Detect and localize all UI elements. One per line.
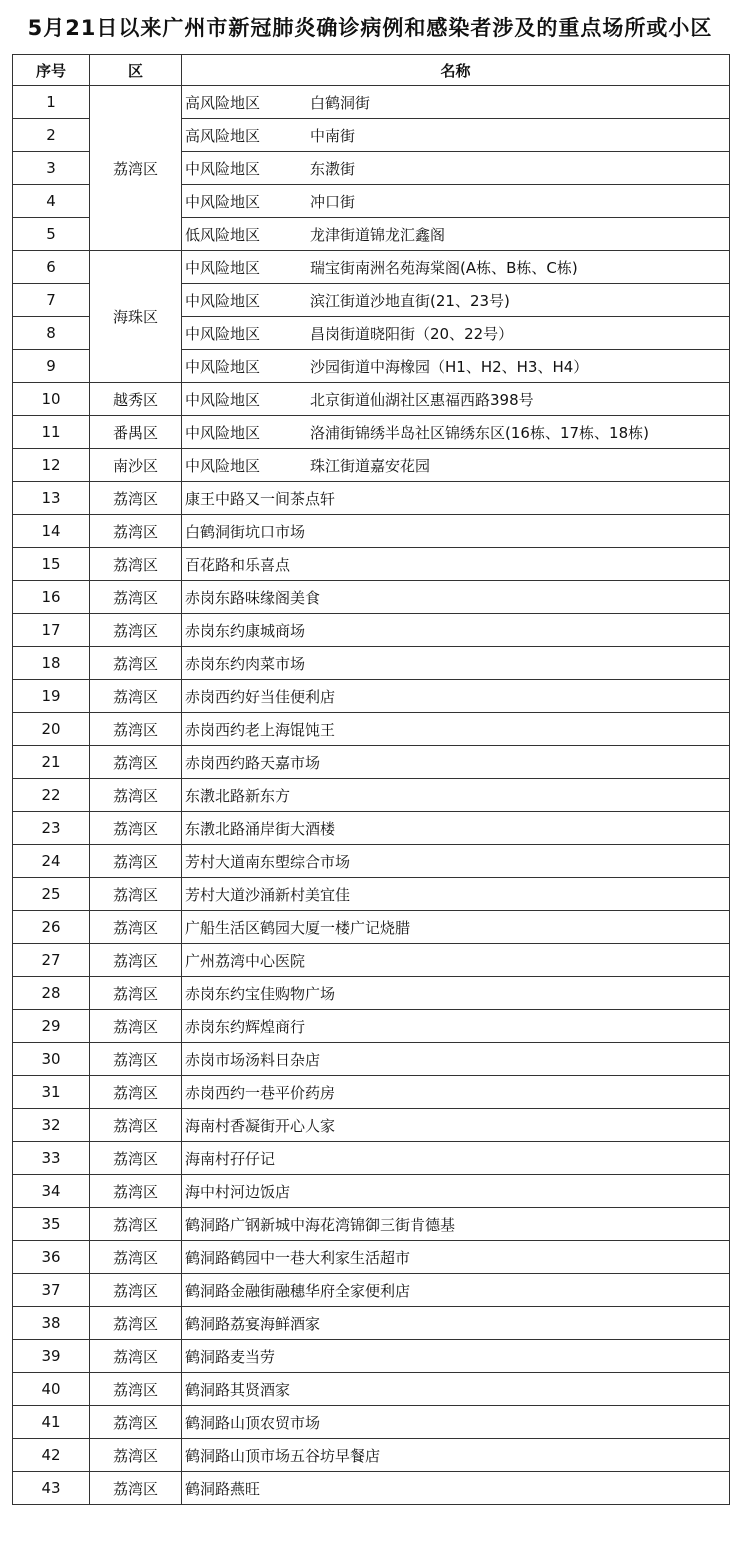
table-row [13, 1109, 730, 1142]
district-cell: 荔湾区 [90, 911, 182, 944]
header-district: 区 [90, 55, 182, 86]
row-number: 21 [13, 746, 90, 779]
row-number: 40 [13, 1373, 90, 1406]
name-cell [182, 449, 730, 482]
risk-level: 中风险地区 [185, 192, 261, 211]
row-number: 9 [13, 350, 90, 383]
table-row [13, 1142, 730, 1175]
header-no: 序号 [13, 55, 90, 86]
name-cell [182, 1406, 730, 1439]
district-cell: 荔湾区 [90, 548, 182, 581]
table-row [13, 383, 730, 416]
row-number: 33 [13, 1142, 90, 1175]
risk-level: 中风险地区 [185, 159, 261, 178]
place-name: 鹤洞路麦当劳 [185, 1347, 276, 1366]
table-row [13, 878, 730, 911]
risk-level: 高风险地区 [185, 93, 261, 112]
place-name: 洛浦街锦绣半岛社区锦绣东区(16栋、17栋、18栋) [310, 423, 649, 442]
place-name: 赤岗西约路天嘉市场 [185, 753, 321, 772]
row-number: 3 [13, 152, 90, 185]
row-number: 20 [13, 713, 90, 746]
row-number: 5 [13, 218, 90, 251]
name-cell [182, 284, 730, 317]
row-number: 32 [13, 1109, 90, 1142]
district-cell: 荔湾区 [90, 86, 182, 251]
table-row [13, 680, 730, 713]
district-cell: 海珠区 [90, 251, 182, 383]
row-number: 42 [13, 1439, 90, 1472]
table-row [13, 86, 730, 119]
place-name: 赤岗东约康城商场 [185, 621, 306, 640]
row-number: 6 [13, 251, 90, 284]
risk-level: 中风险地区 [185, 258, 261, 277]
row-number: 15 [13, 548, 90, 581]
district-cell: 荔湾区 [90, 1142, 182, 1175]
name-cell [182, 1373, 730, 1406]
table-row [13, 1472, 730, 1505]
district-cell: 荔湾区 [90, 878, 182, 911]
name-cell [182, 1076, 730, 1109]
table-row [13, 977, 730, 1010]
row-number: 30 [13, 1043, 90, 1076]
district-cell: 荔湾区 [90, 1472, 182, 1505]
name-cell [182, 746, 730, 779]
district-cell: 荔湾区 [90, 515, 182, 548]
table-row [13, 1340, 730, 1373]
place-name: 北京街道仙湖社区惠福西路398号 [310, 390, 534, 409]
district-cell: 荔湾区 [90, 680, 182, 713]
table-header-row [13, 55, 730, 86]
name-cell [182, 548, 730, 581]
table-row [13, 944, 730, 977]
place-name: 白鹤洞街 [310, 93, 371, 112]
row-number: 31 [13, 1076, 90, 1109]
row-number: 14 [13, 515, 90, 548]
place-name: 赤岗西约老上海馄饨王 [185, 720, 336, 739]
place-name: 赤岗东路味缘阁美食 [185, 588, 321, 607]
place-name: 龙津街道锦龙汇鑫阁 [310, 225, 446, 244]
place-name: 海中村河边饭店 [185, 1182, 291, 1201]
name-cell [182, 119, 730, 152]
row-number: 43 [13, 1472, 90, 1505]
district-cell: 荔湾区 [90, 713, 182, 746]
name-cell [182, 845, 730, 878]
place-name: 鹤洞路荔宴海鲜酒家 [185, 1314, 321, 1333]
row-number: 10 [13, 383, 90, 416]
table-row [13, 416, 730, 449]
row-number: 1 [13, 86, 90, 119]
place-name: 鹤洞路广钢新城中海花湾锦御三街肯德基 [185, 1215, 456, 1234]
place-name: 瑞宝街南洲名苑海棠阁(A栋、B栋、C栋) [310, 258, 578, 277]
district-cell: 荔湾区 [90, 977, 182, 1010]
table-row [13, 812, 730, 845]
district-cell: 南沙区 [90, 449, 182, 482]
name-cell [182, 647, 730, 680]
name-cell [182, 713, 730, 746]
district-cell: 荔湾区 [90, 614, 182, 647]
place-name: 东漖北路新东方 [185, 786, 291, 805]
table-row [13, 515, 730, 548]
risk-level: 中风险地区 [185, 390, 261, 409]
name-cell [182, 383, 730, 416]
name-cell [182, 515, 730, 548]
row-number: 35 [13, 1208, 90, 1241]
table-row [13, 1010, 730, 1043]
place-name: 赤岗市场汤料日杂店 [185, 1050, 321, 1069]
row-number: 24 [13, 845, 90, 878]
place-name: 海南村孖仔记 [185, 1149, 276, 1168]
name-cell [182, 1010, 730, 1043]
row-number: 18 [13, 647, 90, 680]
table-row [13, 746, 730, 779]
name-cell [182, 581, 730, 614]
table-row [13, 1274, 730, 1307]
row-number: 2 [13, 119, 90, 152]
name-cell [182, 1439, 730, 1472]
name-cell [182, 1472, 730, 1505]
district-cell: 荔湾区 [90, 746, 182, 779]
row-number: 22 [13, 779, 90, 812]
name-cell [182, 944, 730, 977]
place-name: 海南村香凝街开心人家 [185, 1116, 336, 1135]
place-name: 赤岗东约辉煌商行 [185, 1017, 306, 1036]
row-number: 27 [13, 944, 90, 977]
name-cell [182, 779, 730, 812]
row-number: 25 [13, 878, 90, 911]
place-name: 芳村大道沙涌新村美宜佳 [185, 885, 351, 904]
row-number: 28 [13, 977, 90, 1010]
district-cell: 荔湾区 [90, 1010, 182, 1043]
table-row [13, 713, 730, 746]
table-row [13, 779, 730, 812]
risk-level: 中风险地区 [185, 291, 261, 310]
district-cell: 荔湾区 [90, 845, 182, 878]
name-cell [182, 1241, 730, 1274]
row-number: 13 [13, 482, 90, 515]
row-number: 26 [13, 911, 90, 944]
name-cell [182, 1340, 730, 1373]
district-cell: 番禺区 [90, 416, 182, 449]
table-row [13, 449, 730, 482]
row-number: 39 [13, 1340, 90, 1373]
district-cell: 荔湾区 [90, 1274, 182, 1307]
row-number: 29 [13, 1010, 90, 1043]
district-cell: 荔湾区 [90, 1241, 182, 1274]
table-row [13, 845, 730, 878]
place-name: 昌岗街道晓阳街（20、22号） [310, 324, 514, 343]
district-cell: 荔湾区 [90, 482, 182, 515]
name-cell [182, 251, 730, 284]
district-cell: 荔湾区 [90, 1439, 182, 1472]
name-cell [182, 1307, 730, 1340]
place-name: 冲口街 [310, 192, 356, 211]
table-row [13, 1175, 730, 1208]
name-cell [182, 812, 730, 845]
table-row [13, 1406, 730, 1439]
risk-level: 中风险地区 [185, 324, 261, 343]
table-row [13, 911, 730, 944]
row-number: 37 [13, 1274, 90, 1307]
name-cell [182, 1208, 730, 1241]
name-cell [182, 218, 730, 251]
row-number: 34 [13, 1175, 90, 1208]
row-number: 17 [13, 614, 90, 647]
row-number: 41 [13, 1406, 90, 1439]
name-cell [182, 350, 730, 383]
place-name: 鹤洞路其贤酒家 [185, 1380, 291, 1399]
table-row [13, 1076, 730, 1109]
district-cell: 荔湾区 [90, 1109, 182, 1142]
risk-level: 高风险地区 [185, 126, 261, 145]
district-cell: 荔湾区 [90, 581, 182, 614]
row-number: 8 [13, 317, 90, 350]
table-row [13, 482, 730, 515]
district-cell: 荔湾区 [90, 647, 182, 680]
district-cell: 荔湾区 [90, 779, 182, 812]
name-cell [182, 86, 730, 119]
table-body [13, 86, 730, 1505]
place-name: 百花路和乐喜点 [185, 555, 291, 574]
table-row [13, 614, 730, 647]
row-number: 38 [13, 1307, 90, 1340]
name-cell [182, 152, 730, 185]
place-name: 白鹤洞街坑口市场 [185, 522, 306, 541]
district-cell: 荔湾区 [90, 1076, 182, 1109]
name-cell [182, 977, 730, 1010]
place-name: 广船生活区鹤园大厦一楼广记烧腊 [185, 918, 411, 937]
place-name: 赤岗西约一巷平价药房 [185, 1083, 336, 1102]
district-cell: 荔湾区 [90, 1340, 182, 1373]
table-row [13, 581, 730, 614]
row-number: 12 [13, 449, 90, 482]
name-cell [182, 878, 730, 911]
row-number: 19 [13, 680, 90, 713]
table-row [13, 548, 730, 581]
place-name: 滨江街道沙地直街(21、23号) [310, 291, 510, 310]
place-name: 珠江街道嘉安花园 [310, 456, 431, 475]
place-name: 东漖街 [310, 159, 356, 178]
place-name: 中南街 [310, 126, 356, 145]
district-cell: 荔湾区 [90, 812, 182, 845]
risk-level: 中风险地区 [185, 357, 261, 376]
name-cell [182, 1109, 730, 1142]
district-cell: 荔湾区 [90, 1373, 182, 1406]
name-cell [182, 614, 730, 647]
name-cell [182, 680, 730, 713]
table-row [13, 1439, 730, 1472]
place-name: 沙园街道中海橡园（H1、H2、H3、H4） [310, 357, 589, 376]
place-name: 鹤洞路金融街融穗华府全家便利店 [185, 1281, 411, 1300]
district-cell: 荔湾区 [90, 1406, 182, 1439]
name-cell [182, 1142, 730, 1175]
name-cell [182, 1175, 730, 1208]
place-name: 康王中路又一间茶点轩 [185, 489, 336, 508]
place-name: 鹤洞路燕旺 [185, 1479, 261, 1498]
district-cell: 荔湾区 [90, 1208, 182, 1241]
table-row [13, 1241, 730, 1274]
row-number: 36 [13, 1241, 90, 1274]
name-cell [182, 911, 730, 944]
name-cell [182, 1043, 730, 1076]
place-name: 赤岗东约肉菜市场 [185, 654, 306, 673]
table-row [13, 1043, 730, 1076]
table-row [13, 647, 730, 680]
risk-level: 中风险地区 [185, 456, 261, 475]
row-number: 11 [13, 416, 90, 449]
place-name: 赤岗东约宝佳购物广场 [185, 984, 336, 1003]
place-name: 东漖北路涌岸街大酒楼 [185, 819, 336, 838]
risk-level: 低风险地区 [185, 225, 261, 244]
table-row [13, 1307, 730, 1340]
table-row [13, 1208, 730, 1241]
risk-level: 中风险地区 [185, 423, 261, 442]
place-name: 赤岗西约好当佳便利店 [185, 687, 336, 706]
district-cell: 荔湾区 [90, 944, 182, 977]
page-title: 5月21日以来广州市新冠肺炎确诊病例和感染者涉及的重点场所或小区 [27, 16, 713, 40]
place-name: 鹤洞路山顶农贸市场 [185, 1413, 321, 1432]
place-name: 芳村大道南东塱综合市场 [185, 852, 351, 871]
table-row [13, 1373, 730, 1406]
row-number: 23 [13, 812, 90, 845]
locations-table [12, 54, 730, 1505]
name-cell [182, 185, 730, 218]
table-row [13, 251, 730, 284]
row-number: 4 [13, 185, 90, 218]
place-name: 广州荔湾中心医院 [185, 951, 306, 970]
place-name: 鹤洞路山顶市场五谷坊早餐店 [185, 1446, 381, 1465]
name-cell [182, 482, 730, 515]
name-cell [182, 416, 730, 449]
district-cell: 荔湾区 [90, 1043, 182, 1076]
row-number: 16 [13, 581, 90, 614]
district-cell: 荔湾区 [90, 1175, 182, 1208]
name-cell [182, 1274, 730, 1307]
place-name: 鹤洞路鹤园中一巷大利家生活超市 [185, 1248, 411, 1267]
header-name: 名称 [182, 55, 730, 86]
name-cell [182, 317, 730, 350]
row-number: 7 [13, 284, 90, 317]
district-cell: 越秀区 [90, 383, 182, 416]
district-cell: 荔湾区 [90, 1307, 182, 1340]
